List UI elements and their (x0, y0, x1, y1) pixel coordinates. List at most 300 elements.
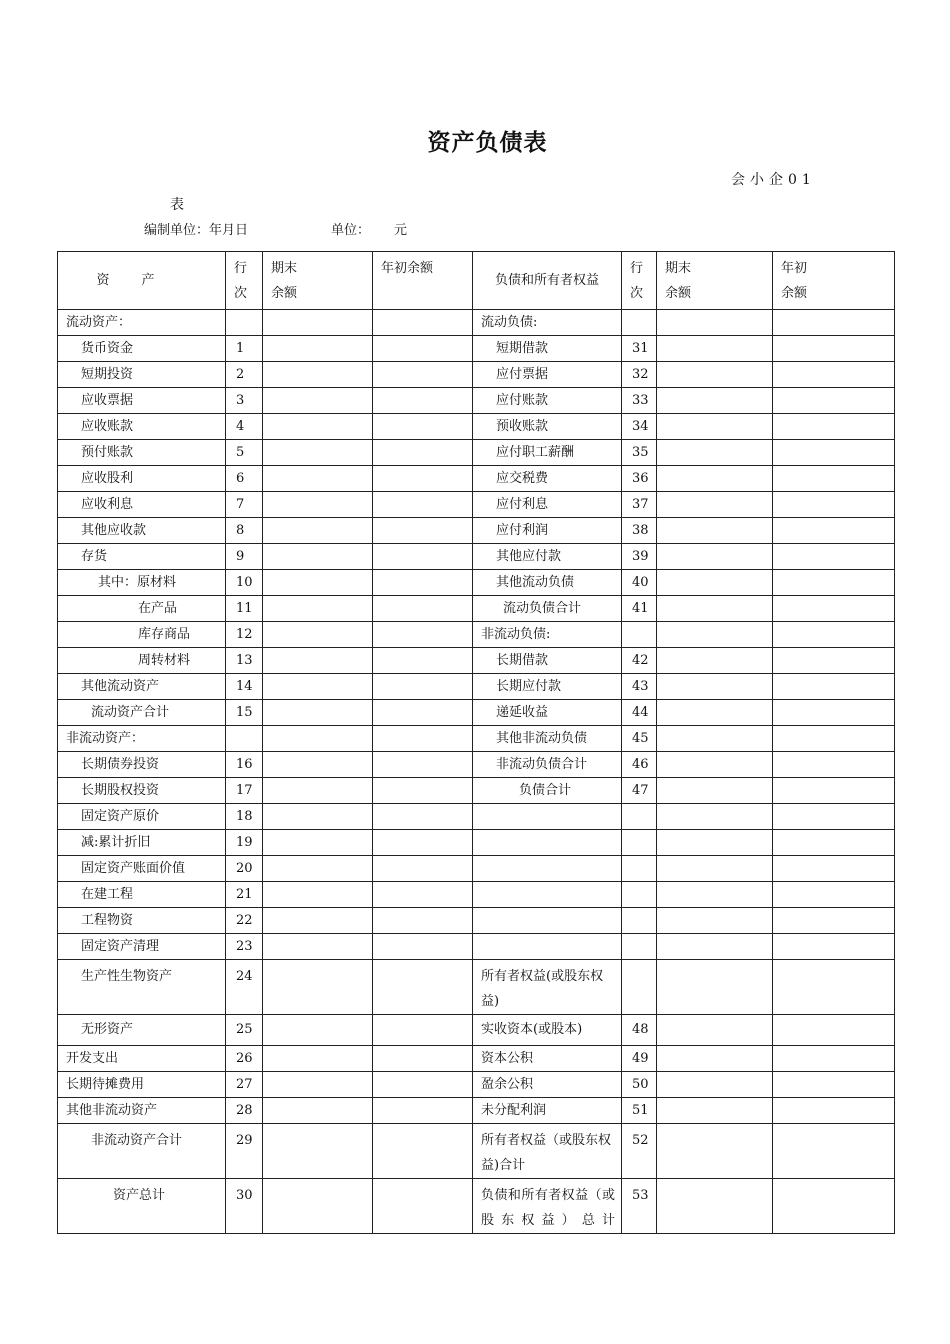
asset-row-no: 28 (226, 1098, 263, 1124)
liability-item (473, 856, 622, 882)
asset-begin-balance-cell[interactable] (373, 934, 473, 960)
asset-begin-balance-cell[interactable] (373, 960, 473, 1015)
table-row (58, 1179, 895, 1234)
asset-item: 其他应收款 (58, 518, 226, 544)
liability-end-balance-cell[interactable] (657, 596, 773, 622)
table-row (58, 856, 895, 882)
asset-end-balance-cell[interactable] (263, 596, 373, 622)
liability-end-balance-cell[interactable] (657, 700, 773, 726)
liability-end-balance-cell[interactable] (657, 1015, 773, 1046)
liability-end-balance-cell[interactable] (657, 1046, 773, 1072)
liability-end-balance-cell[interactable] (657, 674, 773, 700)
asset-begin-balance-cell[interactable] (373, 1124, 473, 1179)
liability-row-no: 36 (622, 466, 657, 492)
asset-row-no (226, 726, 263, 752)
table-header-row (58, 252, 895, 310)
asset-row-no: 30 (226, 1179, 263, 1234)
liability-begin-balance-cell[interactable] (773, 440, 895, 466)
liability-begin-balance-cell[interactable] (773, 1072, 895, 1098)
asset-item: 长期债券投资 (58, 752, 226, 778)
asset-item: 工程物资 (58, 908, 226, 934)
liability-begin-balance-cell[interactable] (773, 544, 895, 570)
asset-end-balance-cell[interactable] (263, 440, 373, 466)
liability-row-no: 50 (622, 1072, 657, 1098)
liability-end-balance-cell[interactable] (657, 752, 773, 778)
liability-item (473, 882, 622, 908)
asset-end-balance-cell[interactable] (263, 544, 373, 570)
liability-item: 其他流动负债 (473, 570, 622, 596)
asset-end-balance-cell[interactable] (263, 726, 373, 752)
table-row (58, 882, 895, 908)
asset-row-no: 24 (226, 960, 263, 1015)
asset-end-balance-cell[interactable] (263, 648, 373, 674)
asset-row-no: 13 (226, 648, 263, 674)
asset-begin-balance-cell[interactable] (373, 388, 473, 414)
liability-begin-balance-cell[interactable] (773, 622, 895, 648)
asset-item: 流动资产合计 (58, 700, 226, 726)
liability-end-balance-cell[interactable] (657, 778, 773, 804)
asset-begin-balance-cell[interactable] (373, 414, 473, 440)
liability-item: 预收账款 (473, 414, 622, 440)
table-row (58, 466, 895, 492)
liability-end-balance-cell[interactable] (657, 622, 773, 648)
asset-item: 应收股利 (58, 466, 226, 492)
liability-row-no (622, 882, 657, 908)
asset-end-balance-cell[interactable] (263, 336, 373, 362)
asset-row-no: 8 (226, 518, 263, 544)
liability-begin-balance-cell[interactable] (773, 752, 895, 778)
asset-begin-balance-cell[interactable] (373, 570, 473, 596)
liability-end-balance-cell[interactable] (657, 934, 773, 960)
asset-item: 长期股权投资 (58, 778, 226, 804)
asset-begin-balance-cell[interactable] (373, 674, 473, 700)
liability-begin-balance-cell[interactable] (773, 414, 895, 440)
asset-row-no: 15 (226, 700, 263, 726)
table-row (58, 570, 895, 596)
col-header-row-no: 行 次 (226, 252, 263, 310)
liability-begin-balance-cell[interactable] (773, 570, 895, 596)
liability-begin-balance-cell[interactable] (773, 648, 895, 674)
liability-item: 其他非流动负债 (473, 726, 622, 752)
asset-begin-balance-cell[interactable] (373, 518, 473, 544)
liability-item: 非流动负债合计 (473, 752, 622, 778)
liability-begin-balance-cell[interactable] (773, 466, 895, 492)
table-row (58, 1046, 895, 1072)
liability-row-no: 44 (622, 700, 657, 726)
asset-item: 周转材料 (58, 648, 226, 674)
asset-begin-balance-cell[interactable] (373, 310, 473, 336)
liability-item: 实收资本(或股本) (473, 1015, 622, 1046)
asset-begin-balance-cell[interactable] (373, 362, 473, 388)
asset-end-balance-cell[interactable] (263, 674, 373, 700)
liability-begin-balance-cell[interactable] (773, 882, 895, 908)
liability-end-balance-cell[interactable] (657, 1098, 773, 1124)
table-row (58, 700, 895, 726)
liability-begin-balance-cell[interactable] (773, 1179, 895, 1234)
asset-end-balance-cell[interactable] (263, 700, 373, 726)
asset-row-no: 20 (226, 856, 263, 882)
col-header-row-no-right: 行 次 (622, 252, 657, 310)
liability-end-balance-cell[interactable] (657, 440, 773, 466)
unit-value: 元 (394, 223, 408, 238)
liability-item: 短期借款 (473, 336, 622, 362)
liability-begin-balance-cell[interactable] (773, 596, 895, 622)
liability-end-balance-cell[interactable] (657, 908, 773, 934)
asset-end-balance-cell[interactable] (263, 518, 373, 544)
liability-begin-balance-cell[interactable] (773, 830, 895, 856)
liability-row-no: 41 (622, 596, 657, 622)
liability-end-balance-cell[interactable] (657, 1124, 773, 1179)
asset-begin-balance-cell[interactable] (373, 440, 473, 466)
asset-row-no: 5 (226, 440, 263, 466)
asset-row-no: 16 (226, 752, 263, 778)
asset-row-no: 9 (226, 544, 263, 570)
table-row (58, 388, 895, 414)
asset-item: 应收利息 (58, 492, 226, 518)
liability-end-balance-cell[interactable] (657, 1179, 773, 1234)
asset-end-balance-cell[interactable] (263, 934, 373, 960)
asset-item: 应收票据 (58, 388, 226, 414)
liability-end-balance-cell[interactable] (657, 336, 773, 362)
table-row (58, 1124, 895, 1179)
table-row (58, 596, 895, 622)
liability-item: 流动负债合计 (473, 596, 622, 622)
asset-item: 固定资产清理 (58, 934, 226, 960)
liability-item: 应付利润 (473, 518, 622, 544)
asset-begin-balance-cell[interactable] (373, 778, 473, 804)
liability-begin-balance-cell[interactable] (773, 700, 895, 726)
asset-item: 在建工程 (58, 882, 226, 908)
liability-row-no: 32 (622, 362, 657, 388)
table-row (58, 1098, 895, 1124)
table-row (58, 622, 895, 648)
asset-end-balance-cell[interactable] (263, 310, 373, 336)
asset-item: 减:累计折旧 (58, 830, 226, 856)
liability-end-balance-cell[interactable] (657, 414, 773, 440)
liability-item: 负债合计 (473, 778, 622, 804)
liability-row-no: 43 (622, 674, 657, 700)
liability-item: 应交税费 (473, 466, 622, 492)
col-header-liabilities: 负债和所有者权益 (473, 252, 622, 310)
liability-begin-balance-cell[interactable] (773, 960, 895, 1015)
asset-row-no: 4 (226, 414, 263, 440)
liability-item: 长期应付款 (473, 674, 622, 700)
asset-row-no: 18 (226, 804, 263, 830)
liability-row-no: 52 (622, 1124, 657, 1179)
asset-begin-balance-cell[interactable] (373, 1098, 473, 1124)
liability-row-no (622, 622, 657, 648)
col-header-assets: 资产 (58, 252, 226, 310)
liability-row-no: 49 (622, 1046, 657, 1072)
asset-begin-balance-cell[interactable] (373, 544, 473, 570)
asset-end-balance-cell[interactable] (263, 778, 373, 804)
table-row (58, 778, 895, 804)
table-row (58, 934, 895, 960)
liability-item: 应付票据 (473, 362, 622, 388)
asset-begin-balance-cell[interactable] (373, 596, 473, 622)
asset-begin-balance-cell[interactable] (373, 752, 473, 778)
asset-item: 开发支出 (58, 1046, 226, 1072)
table-row (58, 440, 895, 466)
table-row (58, 544, 895, 570)
asset-item: 其他非流动资产 (58, 1098, 226, 1124)
asset-item: 应收账款 (58, 414, 226, 440)
liability-row-no: 34 (622, 414, 657, 440)
table-row (58, 648, 895, 674)
liability-row-no (622, 934, 657, 960)
asset-item: 长期待摊费用 (58, 1072, 226, 1098)
asset-row-no: 19 (226, 830, 263, 856)
liability-begin-balance-cell[interactable] (773, 492, 895, 518)
liability-end-balance-cell[interactable] (657, 726, 773, 752)
liability-begin-balance-cell[interactable] (773, 1124, 895, 1179)
table-row (58, 830, 895, 856)
asset-end-balance-cell[interactable] (263, 1015, 373, 1046)
liability-end-balance-cell[interactable] (657, 362, 773, 388)
liability-end-balance-cell[interactable] (657, 388, 773, 414)
liability-item: 递延收益 (473, 700, 622, 726)
asset-row-no: 3 (226, 388, 263, 414)
liability-item-text: 所有者权益(或股东权益) (481, 969, 604, 1009)
asset-row-no: 10 (226, 570, 263, 596)
liability-item: 未分配利润 (473, 1098, 622, 1124)
liability-item: 盈余公积 (473, 1072, 622, 1098)
liability-row-no (622, 830, 657, 856)
liability-begin-balance-cell[interactable] (773, 908, 895, 934)
liability-row-no: 45 (622, 726, 657, 752)
liability-row-no (622, 804, 657, 830)
asset-begin-balance-cell[interactable] (373, 1179, 473, 1234)
liability-end-balance-cell[interactable] (657, 310, 773, 336)
table-row (58, 726, 895, 752)
asset-begin-balance-cell[interactable] (373, 1015, 473, 1046)
asset-item: 货币资金 (58, 336, 226, 362)
liability-row-no: 53 (622, 1179, 657, 1234)
liability-row-no: 37 (622, 492, 657, 518)
liability-item: 应付账款 (473, 388, 622, 414)
col-header-end-balance-right: 期末 余额 (657, 252, 773, 310)
table-row (58, 674, 895, 700)
asset-row-no: 25 (226, 1015, 263, 1046)
asset-begin-balance-cell[interactable] (373, 1046, 473, 1072)
asset-end-balance-cell[interactable] (263, 752, 373, 778)
liability-end-balance-cell[interactable] (657, 648, 773, 674)
asset-end-balance-cell[interactable] (263, 960, 373, 1015)
liability-end-balance-cell[interactable] (657, 882, 773, 908)
liability-end-balance-cell[interactable] (657, 570, 773, 596)
asset-begin-balance-cell[interactable] (373, 700, 473, 726)
liability-begin-balance-cell[interactable] (773, 518, 895, 544)
asset-item: 流动资产： (58, 310, 226, 336)
asset-row-no: 14 (226, 674, 263, 700)
asset-row-no: 2 (226, 362, 263, 388)
table-row (58, 1072, 895, 1098)
liability-begin-balance-cell[interactable] (773, 934, 895, 960)
asset-item: 非流动资产： (58, 726, 226, 752)
liability-end-balance-cell[interactable] (657, 830, 773, 856)
asset-end-balance-cell[interactable] (263, 414, 373, 440)
table-row (58, 908, 895, 934)
liability-end-balance-cell[interactable] (657, 466, 773, 492)
liability-begin-balance-cell[interactable] (773, 726, 895, 752)
liability-row-no: 38 (622, 518, 657, 544)
liability-end-balance-cell[interactable] (657, 492, 773, 518)
liability-row-no: 46 (622, 752, 657, 778)
asset-begin-balance-cell[interactable] (373, 882, 473, 908)
liability-item: 应付职工薪酬 (473, 440, 622, 466)
liability-item: 其他应付款 (473, 544, 622, 570)
liability-row-no (622, 310, 657, 336)
liability-end-balance-cell[interactable] (657, 804, 773, 830)
asset-begin-balance-cell[interactable] (373, 1072, 473, 1098)
asset-end-balance-cell[interactable] (263, 388, 373, 414)
asset-item: 无形资产 (58, 1015, 226, 1046)
liability-begin-balance-cell[interactable] (773, 362, 895, 388)
liability-row-no: 33 (622, 388, 657, 414)
asset-row-no: 11 (226, 596, 263, 622)
liability-end-balance-cell[interactable] (657, 856, 773, 882)
liability-begin-balance-cell[interactable] (773, 1098, 895, 1124)
asset-begin-balance-cell[interactable] (373, 856, 473, 882)
asset-item: 其中：原材料 (58, 570, 226, 596)
page-title: 资产负债表 (427, 129, 548, 156)
liability-begin-balance-cell[interactable] (773, 778, 895, 804)
table-row (58, 362, 895, 388)
asset-end-balance-cell[interactable] (263, 362, 373, 388)
liability-item (473, 1124, 622, 1179)
asset-item: 生产性生物资产 (58, 960, 226, 1015)
table-row (58, 752, 895, 778)
asset-end-balance-cell[interactable] (263, 570, 373, 596)
asset-end-balance-cell[interactable] (263, 804, 373, 830)
asset-end-balance-cell[interactable] (263, 466, 373, 492)
liability-item: 流动负债: (473, 310, 622, 336)
asset-begin-balance-cell[interactable] (373, 622, 473, 648)
table-row (58, 310, 895, 336)
liability-begin-balance-cell[interactable] (773, 804, 895, 830)
asset-row-no: 29 (226, 1124, 263, 1179)
asset-row-no: 17 (226, 778, 263, 804)
liability-begin-balance-cell[interactable] (773, 388, 895, 414)
asset-row-no: 23 (226, 934, 263, 960)
asset-end-balance-cell[interactable] (263, 856, 373, 882)
liability-item: 长期借款 (473, 648, 622, 674)
asset-row-no: 7 (226, 492, 263, 518)
liability-item: 资本公积 (473, 1046, 622, 1072)
liability-row-no (622, 856, 657, 882)
asset-begin-balance-cell[interactable] (373, 804, 473, 830)
liability-item (473, 1179, 622, 1234)
asset-item: 预付账款 (58, 440, 226, 466)
asset-item: 固定资产账面价值 (58, 856, 226, 882)
liability-item (473, 804, 622, 830)
liability-begin-balance-cell[interactable] (773, 310, 895, 336)
asset-item: 非流动资产合计 (58, 1124, 226, 1179)
liability-end-balance-cell[interactable] (657, 544, 773, 570)
asset-row-no: 12 (226, 622, 263, 648)
liability-begin-balance-cell[interactable] (773, 1046, 895, 1072)
liability-item-text: 负债和所有者权益（或股东权益）总计 (481, 1188, 615, 1228)
unit-label: 单位： (331, 223, 371, 238)
liability-begin-balance-cell[interactable] (773, 856, 895, 882)
liability-item: 应付利息 (473, 492, 622, 518)
asset-end-balance-cell[interactable] (263, 1046, 373, 1072)
asset-end-balance-cell[interactable] (263, 908, 373, 934)
asset-row-no: 27 (226, 1072, 263, 1098)
asset-end-balance-cell[interactable] (263, 1124, 373, 1179)
asset-end-balance-cell[interactable] (263, 1098, 373, 1124)
balance-sheet-table (57, 251, 895, 1234)
liability-row-no: 42 (622, 648, 657, 674)
asset-begin-balance-cell[interactable] (373, 830, 473, 856)
asset-begin-balance-cell[interactable] (373, 908, 473, 934)
liability-row-no: 35 (622, 440, 657, 466)
asset-begin-balance-cell[interactable] (373, 336, 473, 362)
col-header-end-balance: 期末 余额 (263, 252, 373, 310)
col-header-begin-balance: 年初余额 (373, 252, 473, 310)
liability-item (473, 908, 622, 934)
liability-row-no (622, 908, 657, 934)
liability-row-no: 31 (622, 336, 657, 362)
asset-item: 存货 (58, 544, 226, 570)
asset-end-balance-cell[interactable] (263, 622, 373, 648)
liability-end-balance-cell[interactable] (657, 960, 773, 1015)
unit-info (331, 219, 407, 238)
liability-row-no: 39 (622, 544, 657, 570)
table-row (58, 414, 895, 440)
asset-begin-balance-cell[interactable] (373, 648, 473, 674)
asset-row-no: 6 (226, 466, 263, 492)
asset-item: 其他流动资产 (58, 674, 226, 700)
asset-item: 在产品 (58, 596, 226, 622)
liability-item: 非流动负债: (473, 622, 622, 648)
asset-row-no: 1 (226, 336, 263, 362)
asset-item: 库存商品 (58, 622, 226, 648)
asset-begin-balance-cell[interactable] (373, 726, 473, 752)
col-header-begin-balance-right: 年初 余额 (773, 252, 895, 310)
table-row (58, 336, 895, 362)
liability-item (473, 934, 622, 960)
table-row (58, 960, 895, 1015)
asset-item: 资产总计 (58, 1179, 226, 1234)
liability-row-no: 48 (622, 1015, 657, 1046)
asset-begin-balance-cell[interactable] (373, 466, 473, 492)
compiler-info: 编制单位：年月日 (144, 223, 249, 238)
liability-end-balance-cell[interactable] (657, 1072, 773, 1098)
liability-item (473, 830, 622, 856)
table-row (58, 492, 895, 518)
liability-row-no: 47 (622, 778, 657, 804)
liability-begin-balance-cell[interactable] (773, 674, 895, 700)
asset-end-balance-cell[interactable] (263, 882, 373, 908)
asset-end-balance-cell[interactable] (263, 830, 373, 856)
asset-end-balance-cell[interactable] (263, 1179, 373, 1234)
liability-row-no: 51 (622, 1098, 657, 1124)
liability-begin-balance-cell[interactable] (773, 1015, 895, 1046)
asset-end-balance-cell[interactable] (263, 1072, 373, 1098)
asset-item: 短期投资 (58, 362, 226, 388)
asset-row-no (226, 310, 263, 336)
asset-row-no: 26 (226, 1046, 263, 1072)
form-code-tail: 表 (170, 197, 184, 213)
asset-item: 固定资产原价 (58, 804, 226, 830)
liability-end-balance-cell[interactable] (657, 518, 773, 544)
liability-row-no: 40 (622, 570, 657, 596)
asset-end-balance-cell[interactable] (263, 492, 373, 518)
liability-begin-balance-cell[interactable] (773, 336, 895, 362)
asset-begin-balance-cell[interactable] (373, 492, 473, 518)
liability-row-no (622, 960, 657, 1015)
